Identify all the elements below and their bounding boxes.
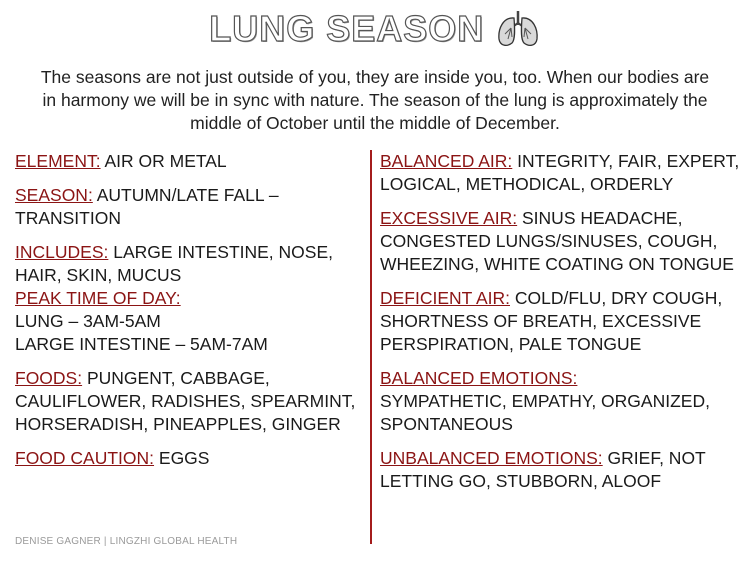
balanced-air-section xyxy=(380,150,740,196)
unbalanced-emotions-label: UNBALANCED EMOTIONS: xyxy=(380,448,603,468)
lungs-icon xyxy=(495,9,541,49)
unbalanced-emotions-section xyxy=(380,447,740,493)
includes-text: LARGE INTESTINE, NOSE, HAIR, SKIN, MUCUS xyxy=(15,242,333,285)
unbalanced-emotions-text: GRIEF, NOT LETTING GO, STUBBORN, ALOOF xyxy=(380,448,706,491)
peak-time-large-intestine: LARGE INTESTINE – 5AM-7AM xyxy=(15,334,268,354)
food-caution-text: EGGS xyxy=(154,448,210,468)
foods-text: PUNGENT, CABBAGE, CAULIFLOWER, RADISHES, SPEARMINT, HORSERADISH, PINEAPPLES, GINGER xyxy=(15,368,356,434)
balanced-air-text: INTEGRITY, FAIR, EXPERT, LOGICAL, METHODICAL, ORDERLY xyxy=(380,151,740,194)
excessive-air-section xyxy=(380,207,740,276)
left-column xyxy=(15,150,360,470)
footer-credit: DENISE GAGNER | LINGZHI GLOBAL HEALTH xyxy=(15,536,238,547)
balanced-air-label: BALANCED AIR: xyxy=(380,151,513,171)
includes-label: INCLUDES: xyxy=(15,242,109,262)
balanced-emotions-label: BALANCED EMOTIONS: xyxy=(380,368,578,388)
page-title: LUNG SEASON xyxy=(209,8,485,49)
deficient-air-section xyxy=(380,287,740,356)
includes-section xyxy=(15,241,360,287)
right-column xyxy=(380,150,740,493)
season-label: SEASON: xyxy=(15,185,93,205)
peak-time-lung: LUNG – 3AM-5AM xyxy=(15,311,161,331)
column-divider xyxy=(370,150,372,544)
foods-label: FOODS: xyxy=(15,368,83,388)
season-section xyxy=(15,184,360,230)
balanced-emotions-section xyxy=(380,367,740,436)
balanced-emotions-text: SYMPATHETIC, EMPATHY, ORGANIZED, SPONTANEOUS xyxy=(380,391,710,434)
food-caution-label: FOOD CAUTION: xyxy=(15,448,155,468)
title-row xyxy=(0,8,750,50)
element-text: AIR OR METAL xyxy=(100,151,227,171)
peak-time-section xyxy=(15,287,360,356)
food-caution-section xyxy=(15,447,360,470)
element-section xyxy=(15,150,360,173)
element-label: ELEMENT: xyxy=(15,151,101,171)
foods-section xyxy=(15,367,360,436)
season-text: AUTUMN/LATE FALL – TRANSITION xyxy=(15,185,279,228)
deficient-air-label: DEFICIENT AIR: xyxy=(380,288,510,308)
peak-time-label: PEAK TIME OF DAY: xyxy=(15,288,181,308)
intro-paragraph: The seasons are not just outside of you, they are inside you, too. When our bodies are in harmony we will be in sync with nature. The season of the lung is approximately the middle of October until the middle of December. xyxy=(40,67,710,133)
excessive-air-label: EXCESSIVE AIR: xyxy=(380,208,518,228)
excessive-air-text: SINUS HEADACHE, CONGESTED LUNGS/SINUSES, COUGH, WHEEZING, WHITE COATING ON TONGUE xyxy=(380,208,734,274)
deficient-air-text: COLD/FLU, DRY COUGH, SHORTNESS OF BREATH, EXCESSIVE PERSPIRATION, PALE TONGUE xyxy=(380,288,723,354)
